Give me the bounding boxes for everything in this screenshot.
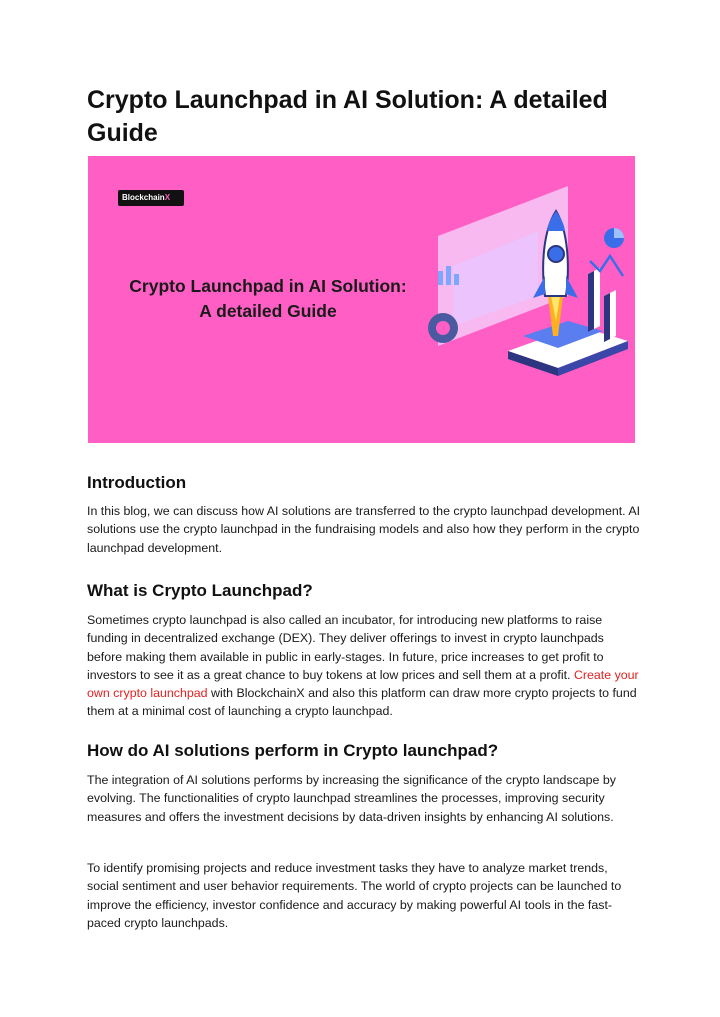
logo-text: Blockchain [122, 193, 165, 202]
section-heading-introduction: Introduction [87, 473, 187, 492]
how-ai-paragraph-1: The integration of AI solutions performs by increasing the significance of the crypto landscape by evolving. The functionalities of crypto launchpad streamlines the processes, improving security measures and offers the investment decisions by data-driven insights by enhancing AI solutions. [87, 773, 616, 824]
hero-banner-image [88, 156, 635, 443]
introduction-paragraph: In this blog, we can discuss how AI solutions are transferred to the crypto launchpad development. AI solutions use the crypto launchpad in the fundraising models and also how they perform in the crypto launchpad development. [87, 504, 641, 555]
logo-mark: X [164, 193, 171, 202]
blockchainx-logo [118, 190, 184, 206]
section-heading-how-ai-performs: How do AI solutions perform in Crypto launchpad? [87, 741, 499, 760]
what-is-launchpad-paragraph [87, 611, 642, 721]
banner-heading-line2: A detailed Guide [199, 301, 337, 321]
banner-heading [118, 274, 418, 324]
what-paragraph-text-before: Sometimes crypto launchpad is also called an incubator, for introducing new platforms to raise funding in decentralized exchange (DEX). They deliver offerings to invest in crypto launchpads before making them available in public in early-stages. In future, price increases to get profit to investors to see it as a great chance to buy tokens at low prices and sell them at a profit. [87, 613, 604, 682]
what-paragraph-text-after: with BlockchainX and also this platform can draw more crypto projects to fund them at a minimal cost of launching a crypto launchpad. [87, 686, 637, 719]
rocket-launch-icon [418, 176, 628, 386]
banner-heading-line1: Crypto Launchpad in AI Solution: [129, 276, 407, 296]
how-ai-paragraph-2: To identify promising projects and reduce investment tasks they have to analyze market trends, social sentiment and user behavior requirements. The world of crypto projects can be launched to improve the efficiency, investor confidence and accuracy by making powerful AI tools in the fast-paced crypto launchpads. [87, 861, 622, 930]
section-heading-what-is-launchpad: What is Crypto Launchpad? [87, 581, 313, 600]
create-launchpad-link[interactable]: Create your own crypto launchpad [87, 667, 639, 701]
document-title: Crypto Launchpad in AI Solution: A detailed Guide [87, 86, 608, 147]
